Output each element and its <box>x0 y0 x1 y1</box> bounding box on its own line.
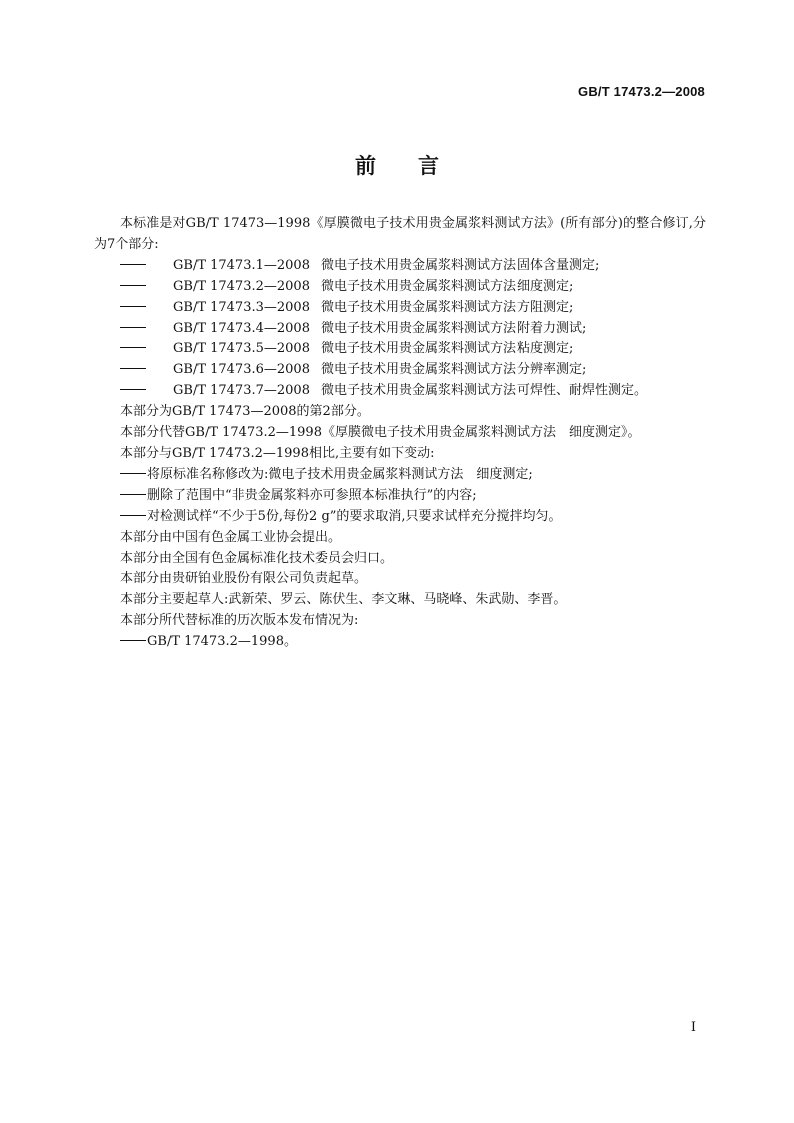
standard-name: 微电子技术用贵金属浆料测试方法 <box>321 278 517 294</box>
list-item <box>94 381 706 402</box>
dash-mark <box>120 285 146 286</box>
page-title <box>0 150 794 180</box>
drafters-paragraph: 本部分主要起草人:武新荣、罗云、陈伏生、李文琳、马晓峰、朱武勋、李晋。 <box>120 592 567 608</box>
dash-mark <box>120 264 146 265</box>
history-item <box>94 632 706 653</box>
dash-mark <box>120 494 146 495</box>
list-item <box>94 298 706 319</box>
standard-item: 固体含量测定; <box>517 257 600 273</box>
standard-name: 微电子技术用贵金属浆料测试方法 <box>321 257 517 273</box>
standard-item: 可焊性、耐焊性测定。 <box>517 383 648 399</box>
centralized-paragraph: 本部分由全国有色金属标准化技术委员会归口。 <box>120 550 394 566</box>
page-number: I <box>690 1020 696 1035</box>
standard-code: GB/T 17473.2—2008 <box>173 278 310 294</box>
dash-mark <box>120 473 146 474</box>
standard-item: 细度测定; <box>517 278 574 294</box>
standard-name: 微电子技术用贵金属浆料测试方法 <box>321 320 517 336</box>
changes-intro-paragraph: 本部分与GB/T 17473.2—1998相比,主要有如下变动: <box>120 445 435 461</box>
standard-item: 粘度测定; <box>517 341 574 357</box>
standard-code: GB/T 17473.5—2008 <box>173 341 310 357</box>
standard-code: GB/T 17473.6—2008 <box>173 362 310 378</box>
change-text: 将原标准名称修改为:微电子技术用贵金属浆料测试方法 细度测定; <box>147 466 533 482</box>
list-item <box>94 277 706 298</box>
drafting-unit-paragraph: 本部分由贵研铂业股份有限公司负责起草。 <box>120 571 368 587</box>
list-item <box>94 256 706 277</box>
history-intro-paragraph: 本部分所代替标准的历次版本发布情况为: <box>120 613 359 629</box>
list-item <box>94 339 706 360</box>
dash-mark <box>120 347 146 348</box>
standards-list <box>94 256 706 402</box>
standard-name: 微电子技术用贵金属浆料测试方法 <box>321 299 517 315</box>
standard-code: GB/T 17473.4—2008 <box>173 320 310 336</box>
list-item <box>94 319 706 340</box>
document-code: GB/T 17473.2—2008 <box>578 84 705 99</box>
standard-code: GB/T 17473.3—2008 <box>173 299 310 315</box>
change-text: 删除了范围中“非贵金属浆料亦可参照本标准执行”的内容; <box>147 487 477 503</box>
change-item <box>94 507 706 528</box>
proposed-paragraph: 本部分由中国有色金属工业协会提出。 <box>120 529 342 545</box>
standard-item: 附着力测试; <box>517 320 587 336</box>
standard-code: GB/T 17473.1—2008 <box>173 257 310 273</box>
standard-name: 微电子技术用贵金属浆料测试方法 <box>321 341 517 357</box>
standard-item: 分辨率测定; <box>517 362 587 378</box>
part-of-paragraph: 本部分为GB/T 17473—2008的第2部分。 <box>120 404 370 420</box>
standard-item: 方阻测定; <box>517 299 574 315</box>
standard-code: GB/T 17473.7—2008 <box>173 383 310 399</box>
standard-name: 微电子技术用贵金属浆料测试方法 <box>321 362 517 378</box>
dash-mark <box>120 306 146 307</box>
replaces-paragraph: 本部分代替GB/T 17473.2—1998《厚膜微电子技术用贵金属浆料测试方法 细度测定》。 <box>120 425 641 441</box>
change-item <box>94 465 706 486</box>
dash-mark <box>120 327 146 328</box>
title-char-1: 前 <box>355 154 376 178</box>
dash-mark <box>120 368 146 369</box>
intro-paragraph: 本标准是对GB/T 17473—1998《厚膜微电子技术用贵金属浆料测试方法》(所有部分)的整合修订,分为7个部分: <box>94 216 706 252</box>
list-item <box>94 360 706 381</box>
standard-name: 微电子技术用贵金属浆料测试方法 <box>321 383 517 399</box>
change-item <box>94 486 706 507</box>
foreword-body <box>94 214 706 653</box>
change-text: 对检测试样“不少于5份,每份2 g”的要求取消,只要求试样充分搅拌均匀。 <box>147 508 562 524</box>
title-char-2: 言 <box>418 154 439 178</box>
dash-mark <box>120 389 146 390</box>
dash-mark <box>120 515 146 516</box>
history-text: GB/T 17473.2—1998。 <box>147 634 297 650</box>
dash-mark <box>120 640 146 641</box>
